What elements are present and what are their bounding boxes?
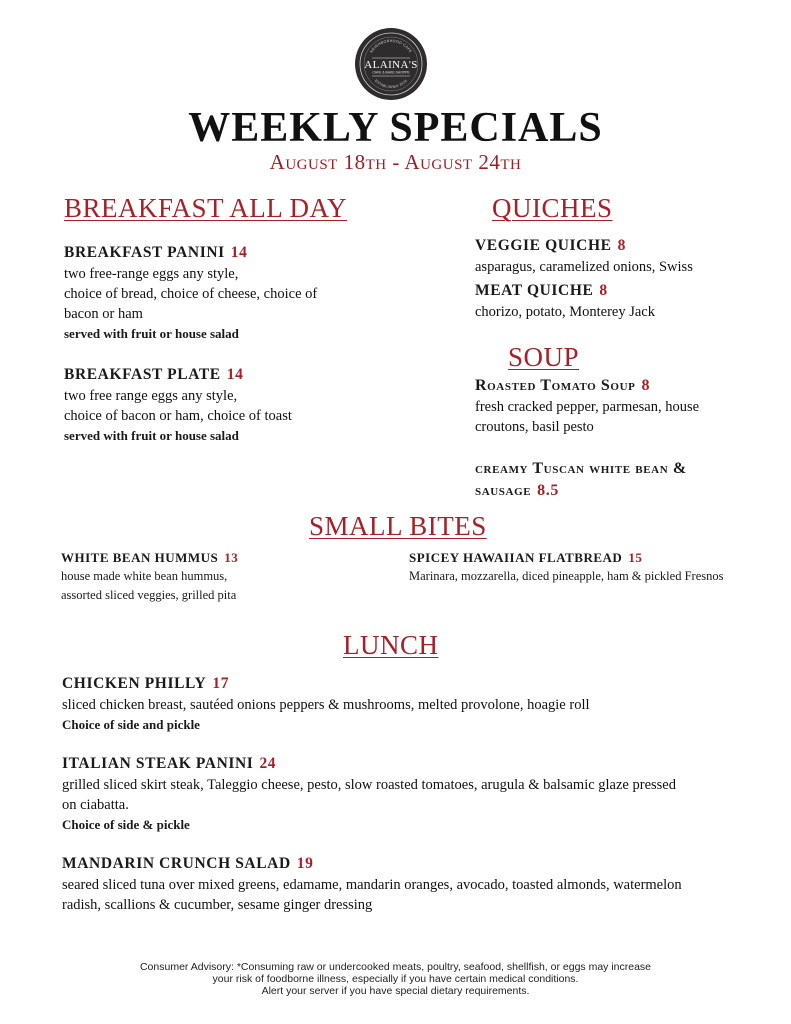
item-title — [64, 366, 394, 384]
menu-item-roasted-tomato-soup — [475, 377, 775, 437]
item-description — [61, 567, 381, 605]
item-price: 17 — [212, 675, 230, 692]
menu-item-mandarin-crunch-salad — [62, 855, 752, 915]
description-line: two free-range eggs any style, — [64, 266, 239, 282]
description-line: Marinara, mozzarella, diced pineapple, ham & pickled Fresnos — [409, 569, 724, 583]
item-name: SPICEY HAWAIIAN FLATBREAD — [409, 550, 623, 565]
lunch-heading: LUNCH — [343, 630, 439, 660]
item-title — [475, 282, 775, 300]
item-price: 14 — [226, 366, 244, 383]
item-description — [64, 264, 394, 324]
menu-item-tuscan-white-bean-soup — [475, 458, 775, 502]
description-line: choice of bread, choice of cheese, choice of — [64, 286, 318, 302]
item-note: served with fruit or house salad — [64, 326, 239, 341]
description-line: radish, scallions & cucumber, sesame ginger dressing — [62, 897, 373, 913]
menu-item-italian-steak-panini — [62, 755, 742, 835]
advisory-line: Consumer Advisory: *Consuming raw or undercooked meats, poultry, seafood, shellfish, or eggs may increase — [139, 961, 652, 973]
item-description — [409, 567, 779, 586]
logo-arc-top: NEIGHBORHOOD CAFE — [369, 38, 413, 54]
item-description — [62, 695, 742, 715]
item-price: 8.5 — [537, 482, 559, 499]
item-name: Roasted Tomato Soup — [475, 377, 636, 394]
advisory-line: your risk of foodborne illness, especially if you have certain medical conditions. — [212, 973, 579, 985]
quiches-heading: QUICHES — [492, 193, 613, 223]
item-note: served with fruit or house salad — [64, 428, 239, 443]
description-line: seared sliced tuna over mixed greens, edamame, mandarin oranges, avocado, toasted almonds, watermelon — [62, 877, 682, 893]
item-price: 24 — [259, 755, 277, 772]
description-line: fresh cracked pepper, parmesan, house — [475, 399, 700, 415]
item-name-continued: sausage — [475, 482, 532, 499]
logo-badge — [355, 28, 427, 100]
svg-text:NEIGHBORHOOD CAFE — [369, 39, 412, 54]
item-name: MEAT QUICHE — [475, 282, 594, 299]
item-title — [475, 377, 775, 395]
item-name: BREAKFAST PLATE — [64, 366, 221, 383]
item-description — [62, 875, 752, 915]
description-line: sliced chicken breast, sautéed onions peppers & mushrooms, melted provolone, hoagie roll — [62, 697, 590, 713]
small-bites-heading: SMALL BITES — [309, 511, 487, 541]
menu-item-white-bean-hummus — [61, 550, 381, 605]
description-line: house made white bean hummus, — [61, 569, 228, 583]
item-title — [62, 675, 742, 693]
description-line: grilled sliced skirt steak, Taleggio cheese, pesto, slow roasted tomatoes, arugula & balsamic glaze pressed — [62, 777, 676, 793]
menu-item-breakfast-panini — [64, 244, 394, 344]
item-title — [409, 550, 779, 566]
item-price: 8 — [599, 282, 608, 299]
item-title — [475, 480, 775, 502]
description-line: choice of bacon or ham, choice of toast — [64, 408, 292, 424]
soup-heading: SOUP — [508, 342, 580, 372]
item-note: Choice of side & pickle — [62, 817, 190, 832]
item-description — [62, 775, 742, 815]
item-description — [64, 386, 394, 426]
item-name: CHICKEN PHILLY — [62, 675, 207, 692]
page-title: WEEKLY SPECIALS — [188, 105, 603, 151]
item-name: WHITE BEAN HUMMUS — [61, 550, 219, 565]
consumer-advisory — [0, 961, 791, 997]
item-name: BREAKFAST PANINI — [64, 244, 225, 261]
item-name: MANDARIN CRUNCH SALAD — [62, 855, 291, 872]
item-price: 13 — [224, 550, 239, 565]
item-title — [62, 855, 752, 873]
item-price: 19 — [296, 855, 314, 872]
description-line: bacon or ham — [64, 306, 143, 322]
menu-item-veggie-quiche — [475, 237, 775, 277]
item-price: 8 — [641, 377, 651, 394]
menu-item-meat-quiche — [475, 282, 775, 322]
item-description: asparagus, caramelized onions, Swiss — [475, 259, 693, 275]
logo-tagline: CAFE & BAKE SHOPPE — [372, 70, 410, 75]
item-price: 8 — [617, 237, 626, 254]
item-title — [62, 755, 742, 773]
advisory-line: Alert your server if you have special dietary requirements. — [261, 985, 530, 997]
description-line: croutons, basil pesto — [475, 419, 594, 435]
logo-arc-bottom: ESTABLISHED 2016 — [373, 78, 409, 90]
menu-item-spicey-hawaiian-flatbread — [409, 550, 779, 586]
breakfast-heading: BREAKFAST ALL DAY — [64, 193, 348, 223]
item-description: chorizo, potato, Monterey Jack — [475, 304, 655, 320]
date-range: August 18th - August 24th — [269, 150, 522, 174]
item-price: 15 — [628, 550, 643, 565]
cafe-logo — [355, 28, 427, 100]
item-title-line: creamy Tuscan white bean & — [475, 460, 687, 477]
item-name: ITALIAN STEAK PANINI — [62, 755, 254, 772]
menu-item-breakfast-plate — [64, 366, 394, 446]
item-title — [64, 244, 394, 262]
item-title — [61, 550, 381, 566]
svg-text:ESTABLISHED 2016 — [374, 79, 408, 89]
logo-name: ALAINA'S — [364, 59, 418, 71]
description-line: on ciabatta. — [62, 797, 129, 813]
description-line: assorted sliced veggies, grilled pita — [61, 588, 237, 602]
menu-item-chicken-philly — [62, 675, 742, 735]
item-name: VEGGIE QUICHE — [475, 237, 612, 254]
item-title — [475, 237, 775, 255]
item-note: Choice of side and pickle — [62, 717, 200, 732]
item-price: 14 — [230, 244, 248, 261]
description-line: two free range eggs any style, — [64, 388, 238, 404]
item-description — [475, 397, 775, 437]
